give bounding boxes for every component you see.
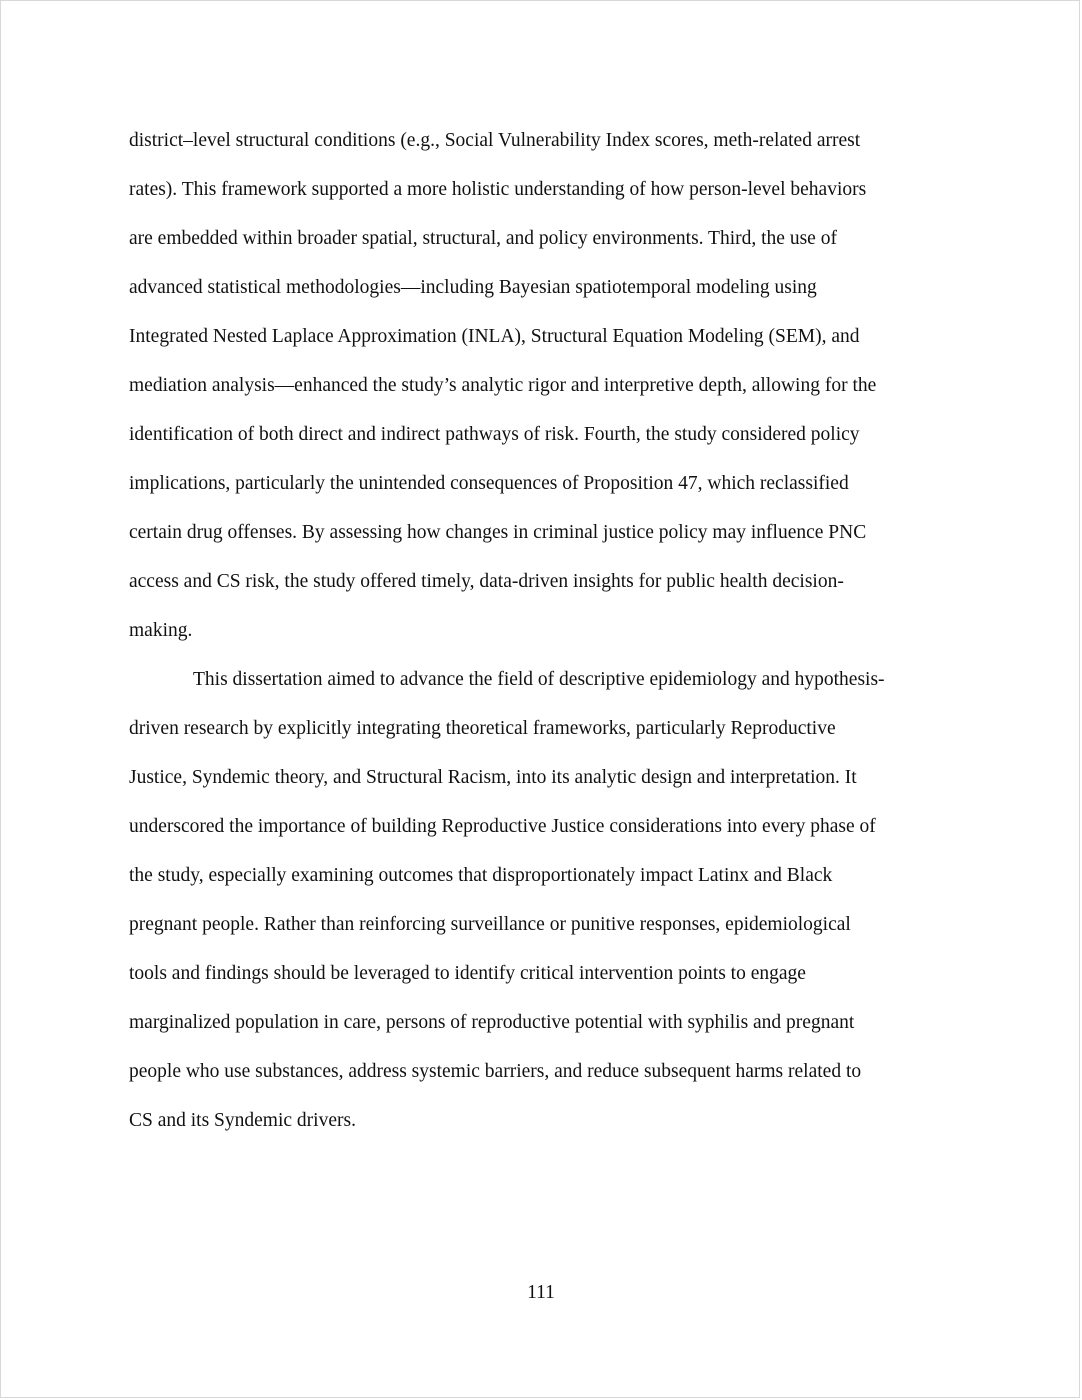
text-line: implications, particularly the unintended consequences of Proposition 47, which reclassified <box>129 473 849 494</box>
text-line: tools and findings should be leveraged to identify critical intervention points to engage <box>129 963 806 984</box>
text-line: identification of both direct and indirect pathways of risk. Fourth, the study considered policy <box>129 424 860 445</box>
text-line: district–level structural conditions (e.g., Social Vulnerability Index scores, meth-related arrest <box>129 130 861 151</box>
text-line: the study, especially examining outcomes that disproportionately impact Latinx and Black <box>129 865 833 886</box>
text-line: mediation analysis—enhanced the study’s analytic rigor and interpretive depth, allowing for the <box>129 375 877 396</box>
body-text <box>129 121 959 1150</box>
text-line: making. <box>129 620 193 641</box>
text-line: certain drug offenses. By assessing how changes in criminal justice policy may influence PNC <box>129 522 867 543</box>
text-line: rates). This framework supported a more holistic understanding of how person-level behaviors <box>129 179 867 200</box>
text-line: access and CS risk, the study offered timely, data-driven insights for public health decision- <box>129 571 844 592</box>
text-line: Justice, Syndemic theory, and Structural Racism, into its analytic design and interpretation. It <box>129 767 857 788</box>
page-number: 111 <box>527 1282 555 1303</box>
text-line: CS and its Syndemic drivers. <box>129 1110 356 1131</box>
paragraph-dissertation-aims <box>129 660 959 1150</box>
text-line: marginalized population in care, persons of reproductive potential with syphilis and pregnant <box>129 1012 855 1033</box>
paragraph-continued <box>129 121 959 660</box>
text-line: are embedded within broader spatial, structural, and policy environments. Third, the use of <box>129 228 837 249</box>
text-line: underscored the importance of building Reproductive Justice considerations into every phase of <box>129 816 876 837</box>
text-line: advanced statistical methodologies—including Bayesian spatiotemporal modeling using <box>129 277 817 298</box>
text-line: pregnant people. Rather than reinforcing surveillance or punitive responses, epidemiological <box>129 914 851 935</box>
text-line-indented: This dissertation aimed to advance the field of descriptive epidemiology and hypothesis- <box>193 669 885 690</box>
text-line: Integrated Nested Laplace Approximation (INLA), Structural Equation Modeling (SEM), and <box>129 326 860 347</box>
text-line: people who use substances, address systemic barriers, and reduce subsequent harms related to <box>129 1061 862 1082</box>
text-line: driven research by explicitly integrating theoretical frameworks, particularly Reproductive <box>129 718 836 739</box>
